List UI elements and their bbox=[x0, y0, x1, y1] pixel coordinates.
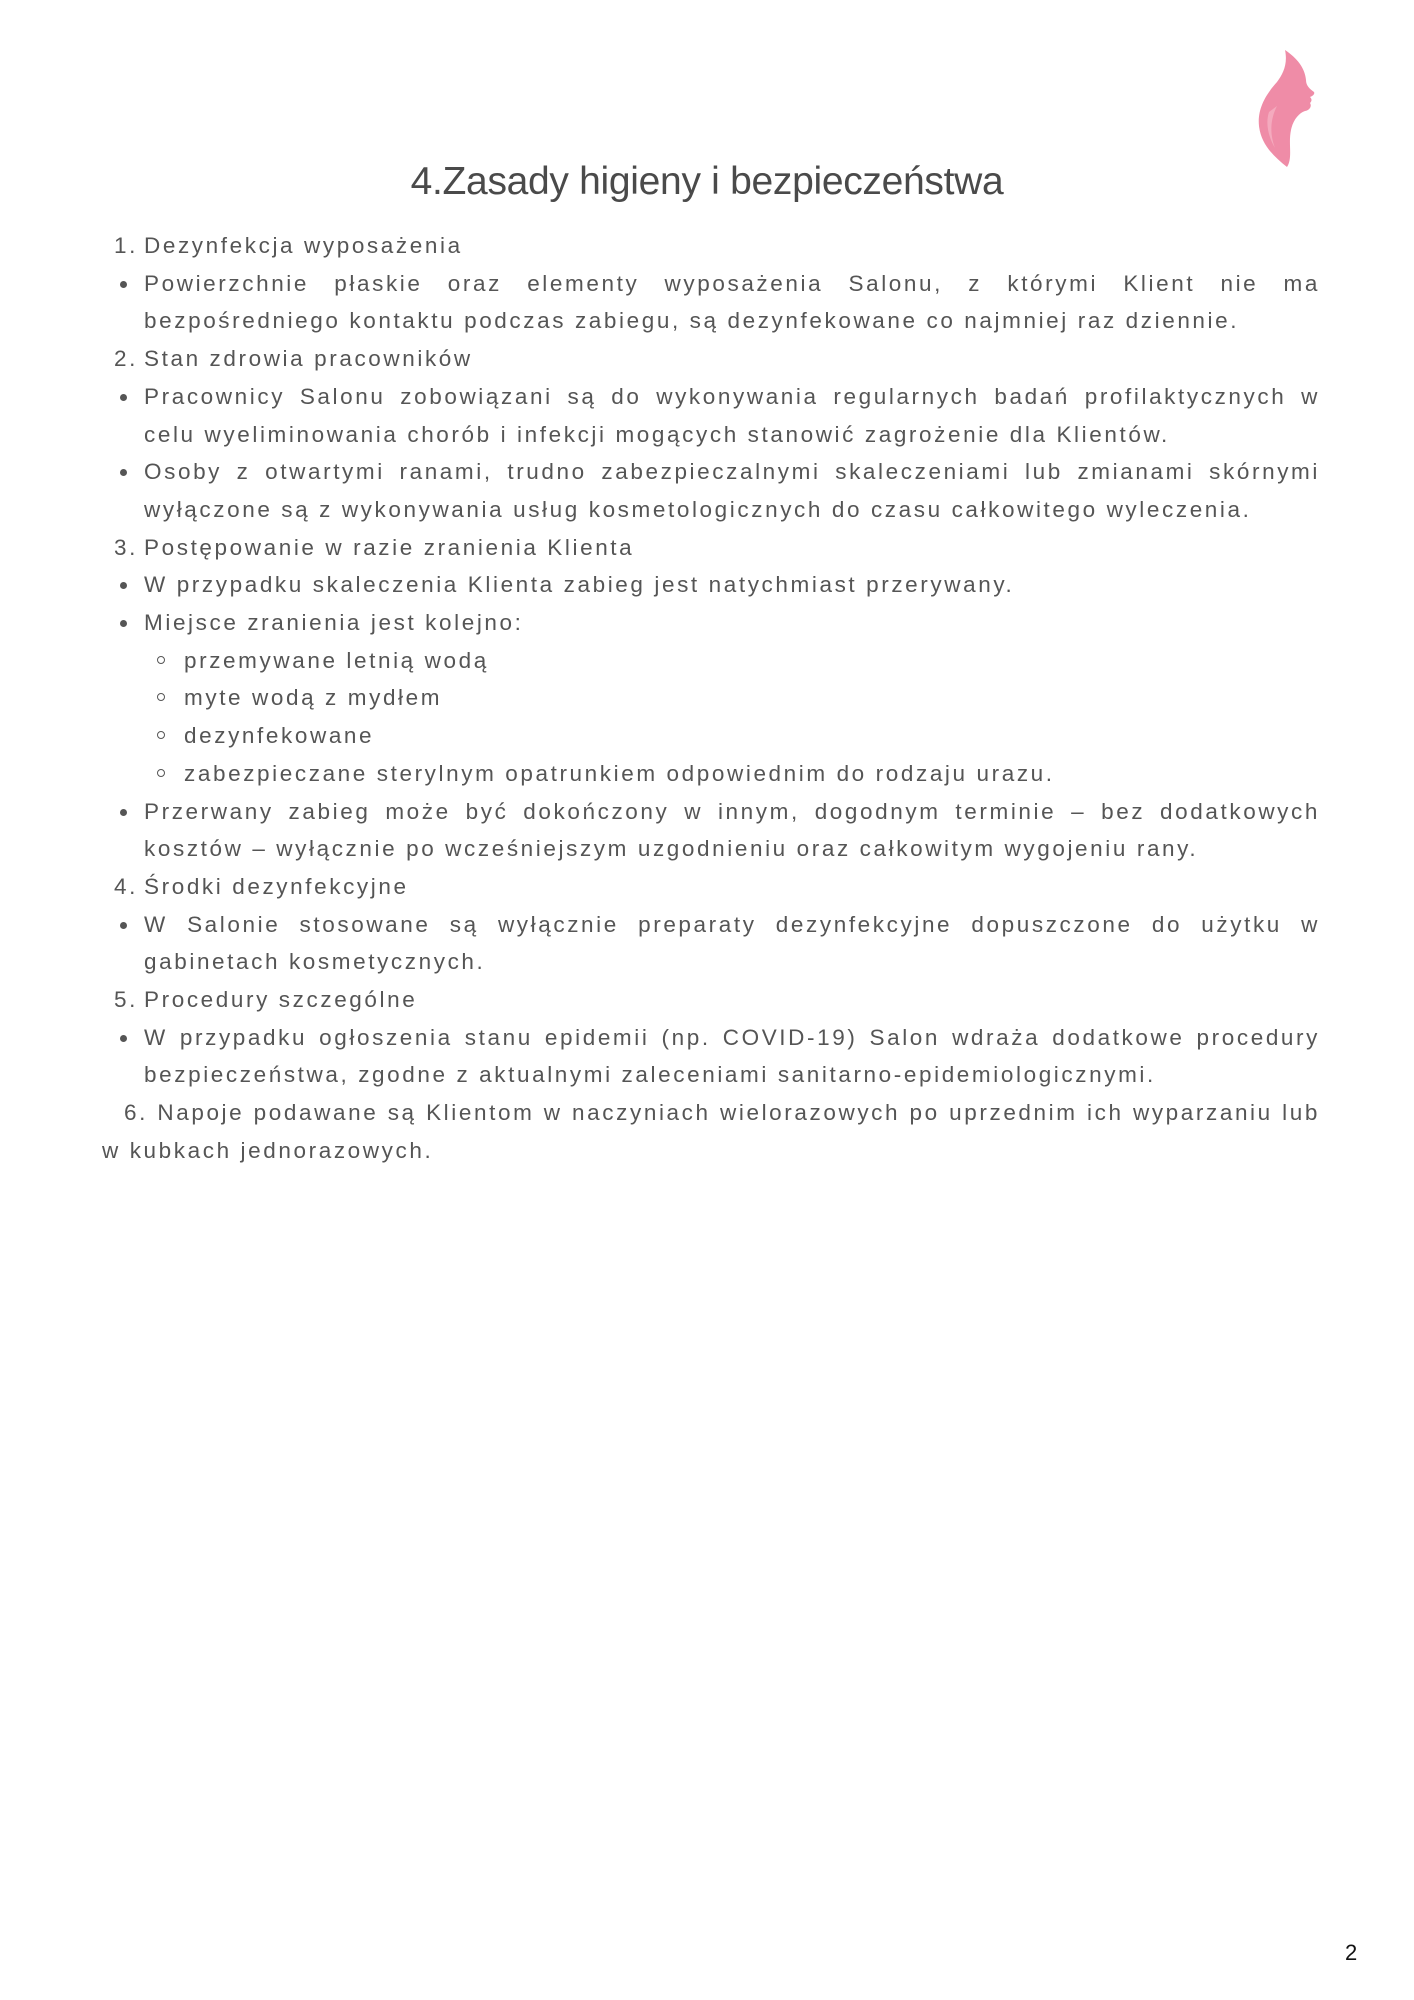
bullet-item: W przypadku ogłoszenia stanu epidemii (np. COVID-19) Salon wdraża dodatkowe procedury bezpieczeństwa, zgodne z aktualnymi zaleceniami sanitarno-epidemiologicznymi. bbox=[102, 1019, 1320, 1094]
section-heading-text: Stan zdrowia pracowników bbox=[144, 346, 473, 372]
sub-list-item: dezynfekowane bbox=[102, 717, 1320, 755]
section-number: 3. bbox=[114, 534, 138, 560]
section-heading bbox=[102, 868, 1320, 906]
bullet-item: W Salonie stosowane są wyłącznie preparaty dezynfekcyjne dopuszczone do użytku w gabinetach kosmetycznych. bbox=[102, 906, 1320, 981]
section-heading bbox=[102, 529, 1320, 567]
section-heading-text: Dezynfekcja wyposażenia bbox=[144, 233, 463, 258]
page-title: 4.Zasady higieny i bezpieczeństwa bbox=[410, 160, 1004, 203]
sub-list-item: zabezpieczane sterylnym opatrunkiem odpowiednim do rodzaju urazu. bbox=[102, 755, 1320, 793]
section-number: 1. bbox=[114, 233, 138, 258]
closing-paragraph: 6. Napoje podawane są Klientom w naczyniach wielorazowych po uprzednim ich wyparzaniu lub w kubkach jednorazowych. bbox=[102, 1100, 1320, 1163]
bullet-item: Pracownicy Salonu zobowiązani są do wykonywania regularnych badań profilaktycznych w celu wyeliminowania chorób i infekcji mogących stanowić zagrożenie dla Klientów. bbox=[102, 378, 1320, 453]
bullet-item: Powierzchnie płaskie oraz elementy wyposażenia Salonu, z którymi Klient nie ma bezpośredniego kontaktu podczas zabiegu, są dezynfekowane co najmniej raz dziennie. bbox=[102, 265, 1320, 340]
page-number: 2 bbox=[1345, 1940, 1358, 1965]
sub-list-item: myte wodą z mydłem bbox=[102, 679, 1320, 717]
section-heading bbox=[102, 981, 1320, 1019]
section-heading-text: Środki dezynfekcyjne bbox=[144, 873, 409, 899]
section-number: 4. bbox=[114, 873, 138, 899]
bullet-item: W przypadku skaleczenia Klienta zabieg jest natychmiast przerywany. bbox=[102, 566, 1320, 604]
section-heading bbox=[102, 227, 1320, 265]
bullet-item: Przerwany zabieg może być dokończony w innym, dogodnym terminie – bez dodatkowych kosztów – wyłącznie po wcześniejszym uzgodnieniu oraz całkowitym wygojeniu rany. bbox=[102, 793, 1320, 868]
sub-list-item: przemywane letnią wodą bbox=[102, 642, 1320, 680]
woman-profile-logo-icon bbox=[1255, 48, 1317, 168]
document-body bbox=[102, 227, 1320, 1170]
section-heading-text: Procedury szczególne bbox=[144, 987, 418, 1013]
section-number: 2. bbox=[114, 346, 138, 372]
section-heading bbox=[102, 340, 1320, 378]
section-number: 5. bbox=[114, 987, 138, 1013]
bullet-item: Osoby z otwartymi ranami, trudno zabezpieczalnymi skaleczeniami lub zmianami skórnymi wyłączone są z wykonywania usług kosmetologicznych do czasu całkowitego wyleczenia. bbox=[102, 453, 1320, 528]
bullet-item: Miejsce zranienia jest kolejno: bbox=[102, 604, 1320, 642]
section-heading-text: Postępowanie w razie zranienia Klienta bbox=[144, 534, 635, 560]
